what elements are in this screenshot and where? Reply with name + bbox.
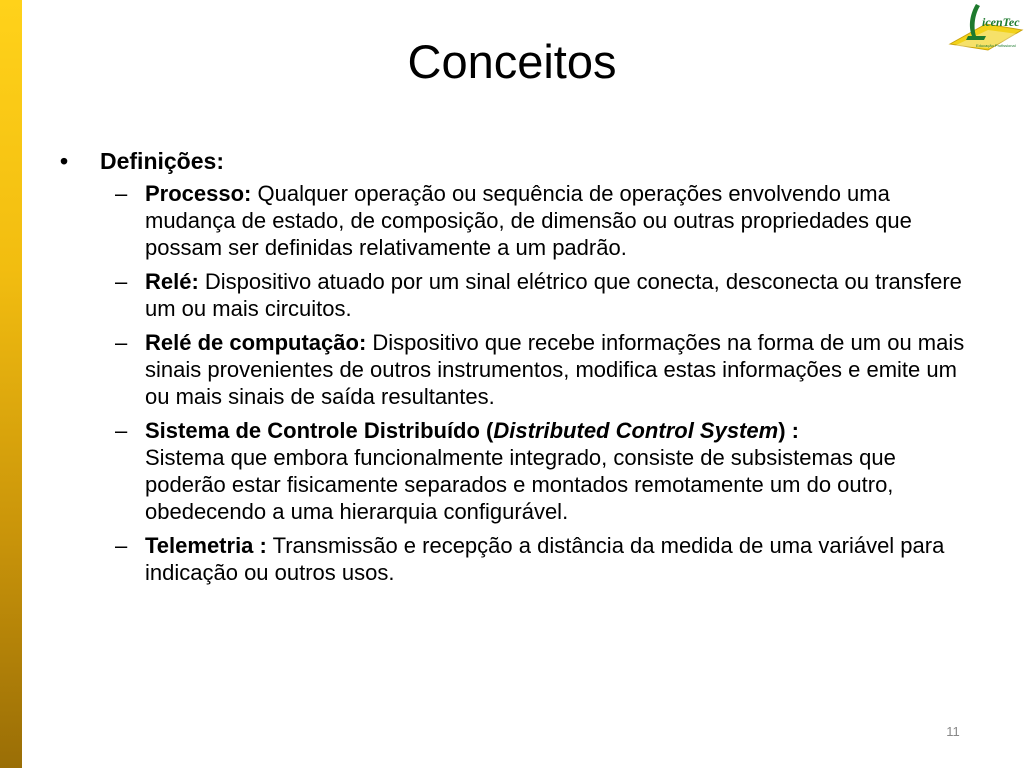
definition-term: Telemetria : [145, 533, 267, 558]
dash-icon: – [115, 330, 128, 355]
dash-icon: – [115, 181, 128, 206]
definition-rele-computacao [60, 329, 970, 410]
definition-text: Transmissão e recepção a distância da medida de uma variável para indicação ou outros usos. [145, 533, 945, 585]
slide-body [60, 146, 970, 593]
dash-icon: – [115, 418, 128, 443]
definition-term-italic: Distributed Control System [493, 418, 779, 443]
bullet-icon: • [60, 148, 69, 174]
definition-rele [60, 268, 970, 322]
definition-term-prefix: Sistema de Controle Distribuído ( [145, 418, 494, 443]
definition-term-suffix: ) : [778, 418, 799, 443]
definition-list [60, 180, 970, 586]
definition-term: Relé de computação: [145, 330, 367, 355]
slide-title: Conceitos [407, 35, 617, 88]
definition-term [145, 418, 799, 443]
definition-processo [60, 180, 970, 261]
svg-text:icenTec: icenTec [982, 15, 1020, 29]
definition-term: Processo: [145, 181, 252, 206]
definition-text: Sistema que embora funcionalmente integrado, consiste de subsistemas que poderão estar fisicamente separados e montados remotamente um do outro, obedecendo a uma hierarquia configurável. [145, 445, 896, 524]
page-number: 11 [946, 724, 960, 739]
bullet-definicoes [60, 146, 970, 176]
definition-telemetria [60, 532, 970, 586]
definition-text: Qualquer operação ou sequência de operações envolvendo uma mudança de estado, de composição, de dimensão ou outras propriedades que possam ser definidas relativamente a um padrão. [145, 181, 912, 260]
section-heading: Definições: [100, 148, 224, 174]
definition-sdcd [60, 417, 970, 525]
definition-term: Relé: [145, 269, 199, 294]
licentec-logo [946, 0, 1024, 56]
definition-text: Dispositivo que recebe informações na forma de um ou mais sinais provenientes de outros instrumentos, modifica estas informações e emite um ou mais sinais de saída resultantes. [145, 330, 965, 409]
dash-icon: – [115, 533, 128, 558]
definition-text: Dispositivo atuado por um sinal elétrico que conecta, desconecta ou transfere um ou mais circuitos. [145, 269, 962, 321]
dash-icon: – [115, 269, 128, 294]
svg-text:Educação Profissional: Educação Profissional [976, 43, 1016, 48]
left-accent-bar [0, 0, 22, 768]
